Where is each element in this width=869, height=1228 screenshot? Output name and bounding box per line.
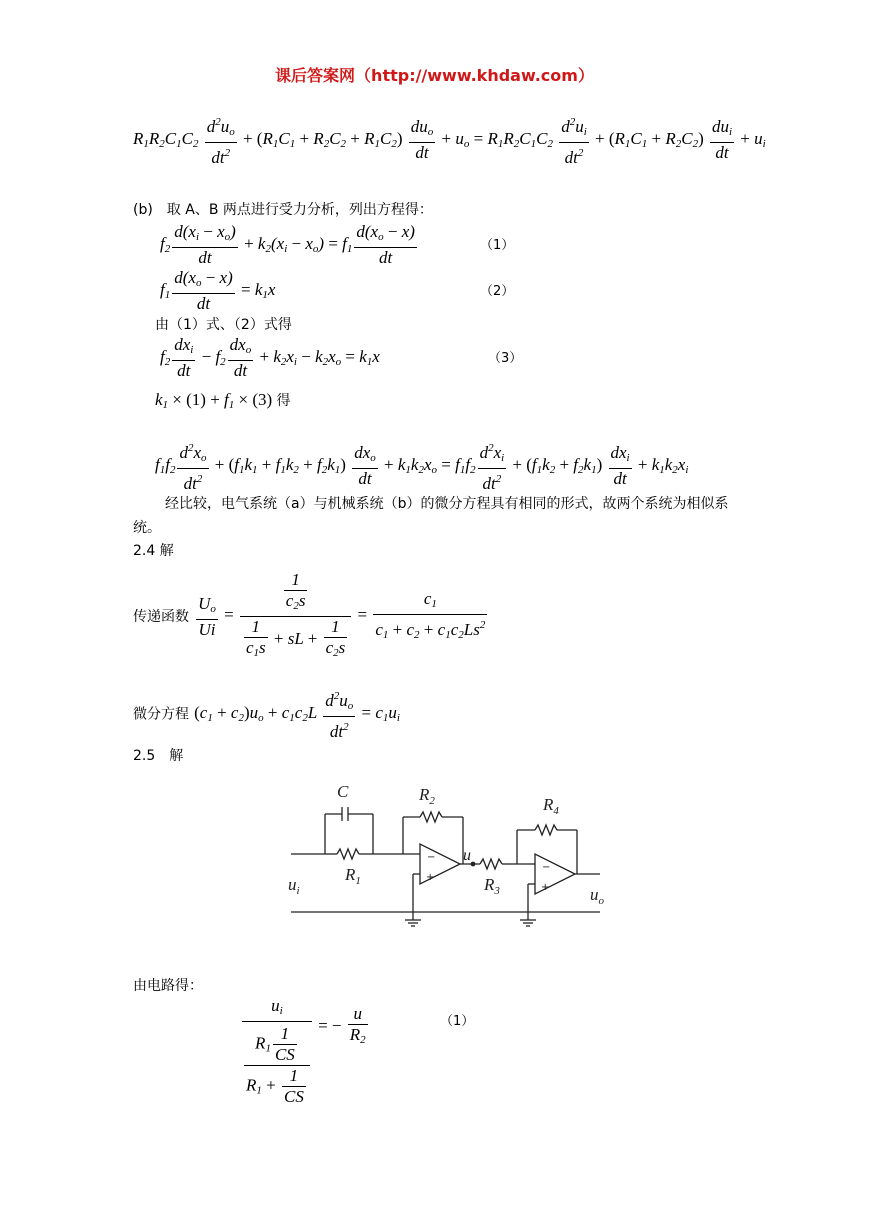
resistor-r3 [480, 859, 502, 869]
equation-b3: $f_2$ $\frac{dx_i}{dt}$ − $f_2$ $\frac{dx_o}{dt}$ + $k_2x_i - k_2x_o = k_1x$ [160, 335, 380, 380]
equation-electrical-system: $R_1R_2C_1C_2$ $\frac{d^2u_o}{dt^2}$ + $(R_1C_1 + R_2C_2 + R_1C_2)$ $\frac{du_o}{dt}$ + $u_o = R_1R_2C_1C_2$ $\frac{d^2u_i}{dt^2}$ + $(R_1C_1 + R_2C_2)$ $\frac{du_i}{dt}$ + $u_i$ [133, 112, 766, 168]
label-uo: $u_o$ [590, 885, 604, 907]
eq-tag-b3: （3） [488, 351, 523, 366]
equation-2-5-1: $u_i$ $R_1$ $\frac{1}{CS}$ $R_1$ + $\frac{1}{CS}$ = − $\frac{u}{R_2}$ [240, 996, 370, 1109]
equation-mechanical-system: $f_1f_2$ $\frac{d^2x_o}{dt^2}$ + $(f_1k_1 + f_1k_2 + f_2k_1)$ $\frac{dx_o}{dt}$ + $k_1k_2x_o = f_1f_2$ $\frac{d^2x_i}{dt^2}$ + $(f_1k_2 + f_2k_1)$ $\frac{dx_i}{dt}$ + $k_1k_2x_i$ [155, 438, 688, 494]
label-r1: $R_1$ [345, 865, 361, 887]
svg-text:+: + [541, 882, 550, 893]
resistor-r4 [535, 825, 557, 835]
ode-label: 微分方程 [133, 706, 189, 723]
label-ui: $u_i$ [288, 875, 300, 897]
transfer-function: 传递函数 $\frac{U_o}{Ui}$ = $\frac{1}{c_2s}$ $\frac{1}{c_1s}$ + sL + $\frac{1}{c_2s}$ = $\frac{c_1}{c_1 + c_2 + c_1c_2Ls^2}$ [133, 570, 486, 659]
circuit-caption: 由电路得： [133, 978, 203, 994]
section-2-4-heading: 2.4 解 [133, 543, 174, 559]
equation-b1: $f_2$ $\frac{d(x_i - x_o)}{dt}$ + $k_2(x_i - x_o) = f_1$ $\frac{d(x_o - x)}{dt}$ [160, 222, 415, 267]
svg-text:−: − [427, 852, 436, 863]
watermark-header: 课后答案网（http://www.khdaw.com） [275, 66, 594, 85]
equation-b2: $f_1$ $\frac{d(x_o - x)}{dt}$ = $k_1x$ [160, 268, 276, 313]
eq-tag-2-5-1: （1） [440, 1014, 475, 1029]
from-eq-text: 由（1）式、（2）式得 [155, 317, 292, 333]
differential-equation: 微分方程 $(c_1 + c_2)u_o + c_1c_2L$ $\frac{d^2u_o}{dt^2}$ = $c_1u_i$ [133, 686, 400, 742]
label-r2: $R_2$ [419, 785, 435, 807]
label-r3: $R_3$ [484, 875, 500, 897]
transfer-label: 传递函数 [133, 608, 189, 625]
opamp-circuit-diagram [285, 772, 615, 937]
label-u: u [463, 847, 471, 864]
svg-text:+: + [426, 872, 435, 883]
combine-suffix: 得 [276, 393, 291, 409]
eq-tag-b2: （2） [480, 284, 515, 299]
resistor-r2 [420, 812, 442, 822]
label-c: C [337, 782, 349, 801]
conclusion-paragraph: 经比较，电气系统（a）与机械系统（b）的微分方程具有相同的形式，故两个系统为相似系统。 [133, 496, 729, 536]
resistor-r1 [337, 849, 359, 859]
label-r4: $R_4$ [543, 795, 559, 817]
combine-step: $k_1 \times (1) + f_1 \times (3)$ 得 [155, 390, 291, 411]
eq-tag-b1: （1） [480, 238, 515, 253]
section-b-intro: (b) 取 A、B 两点进行受力分析，列出方程得： [133, 202, 433, 218]
node-u [471, 862, 476, 867]
svg-text:−: − [542, 862, 551, 873]
section-2-5-heading: 2.5 解 [133, 748, 184, 764]
